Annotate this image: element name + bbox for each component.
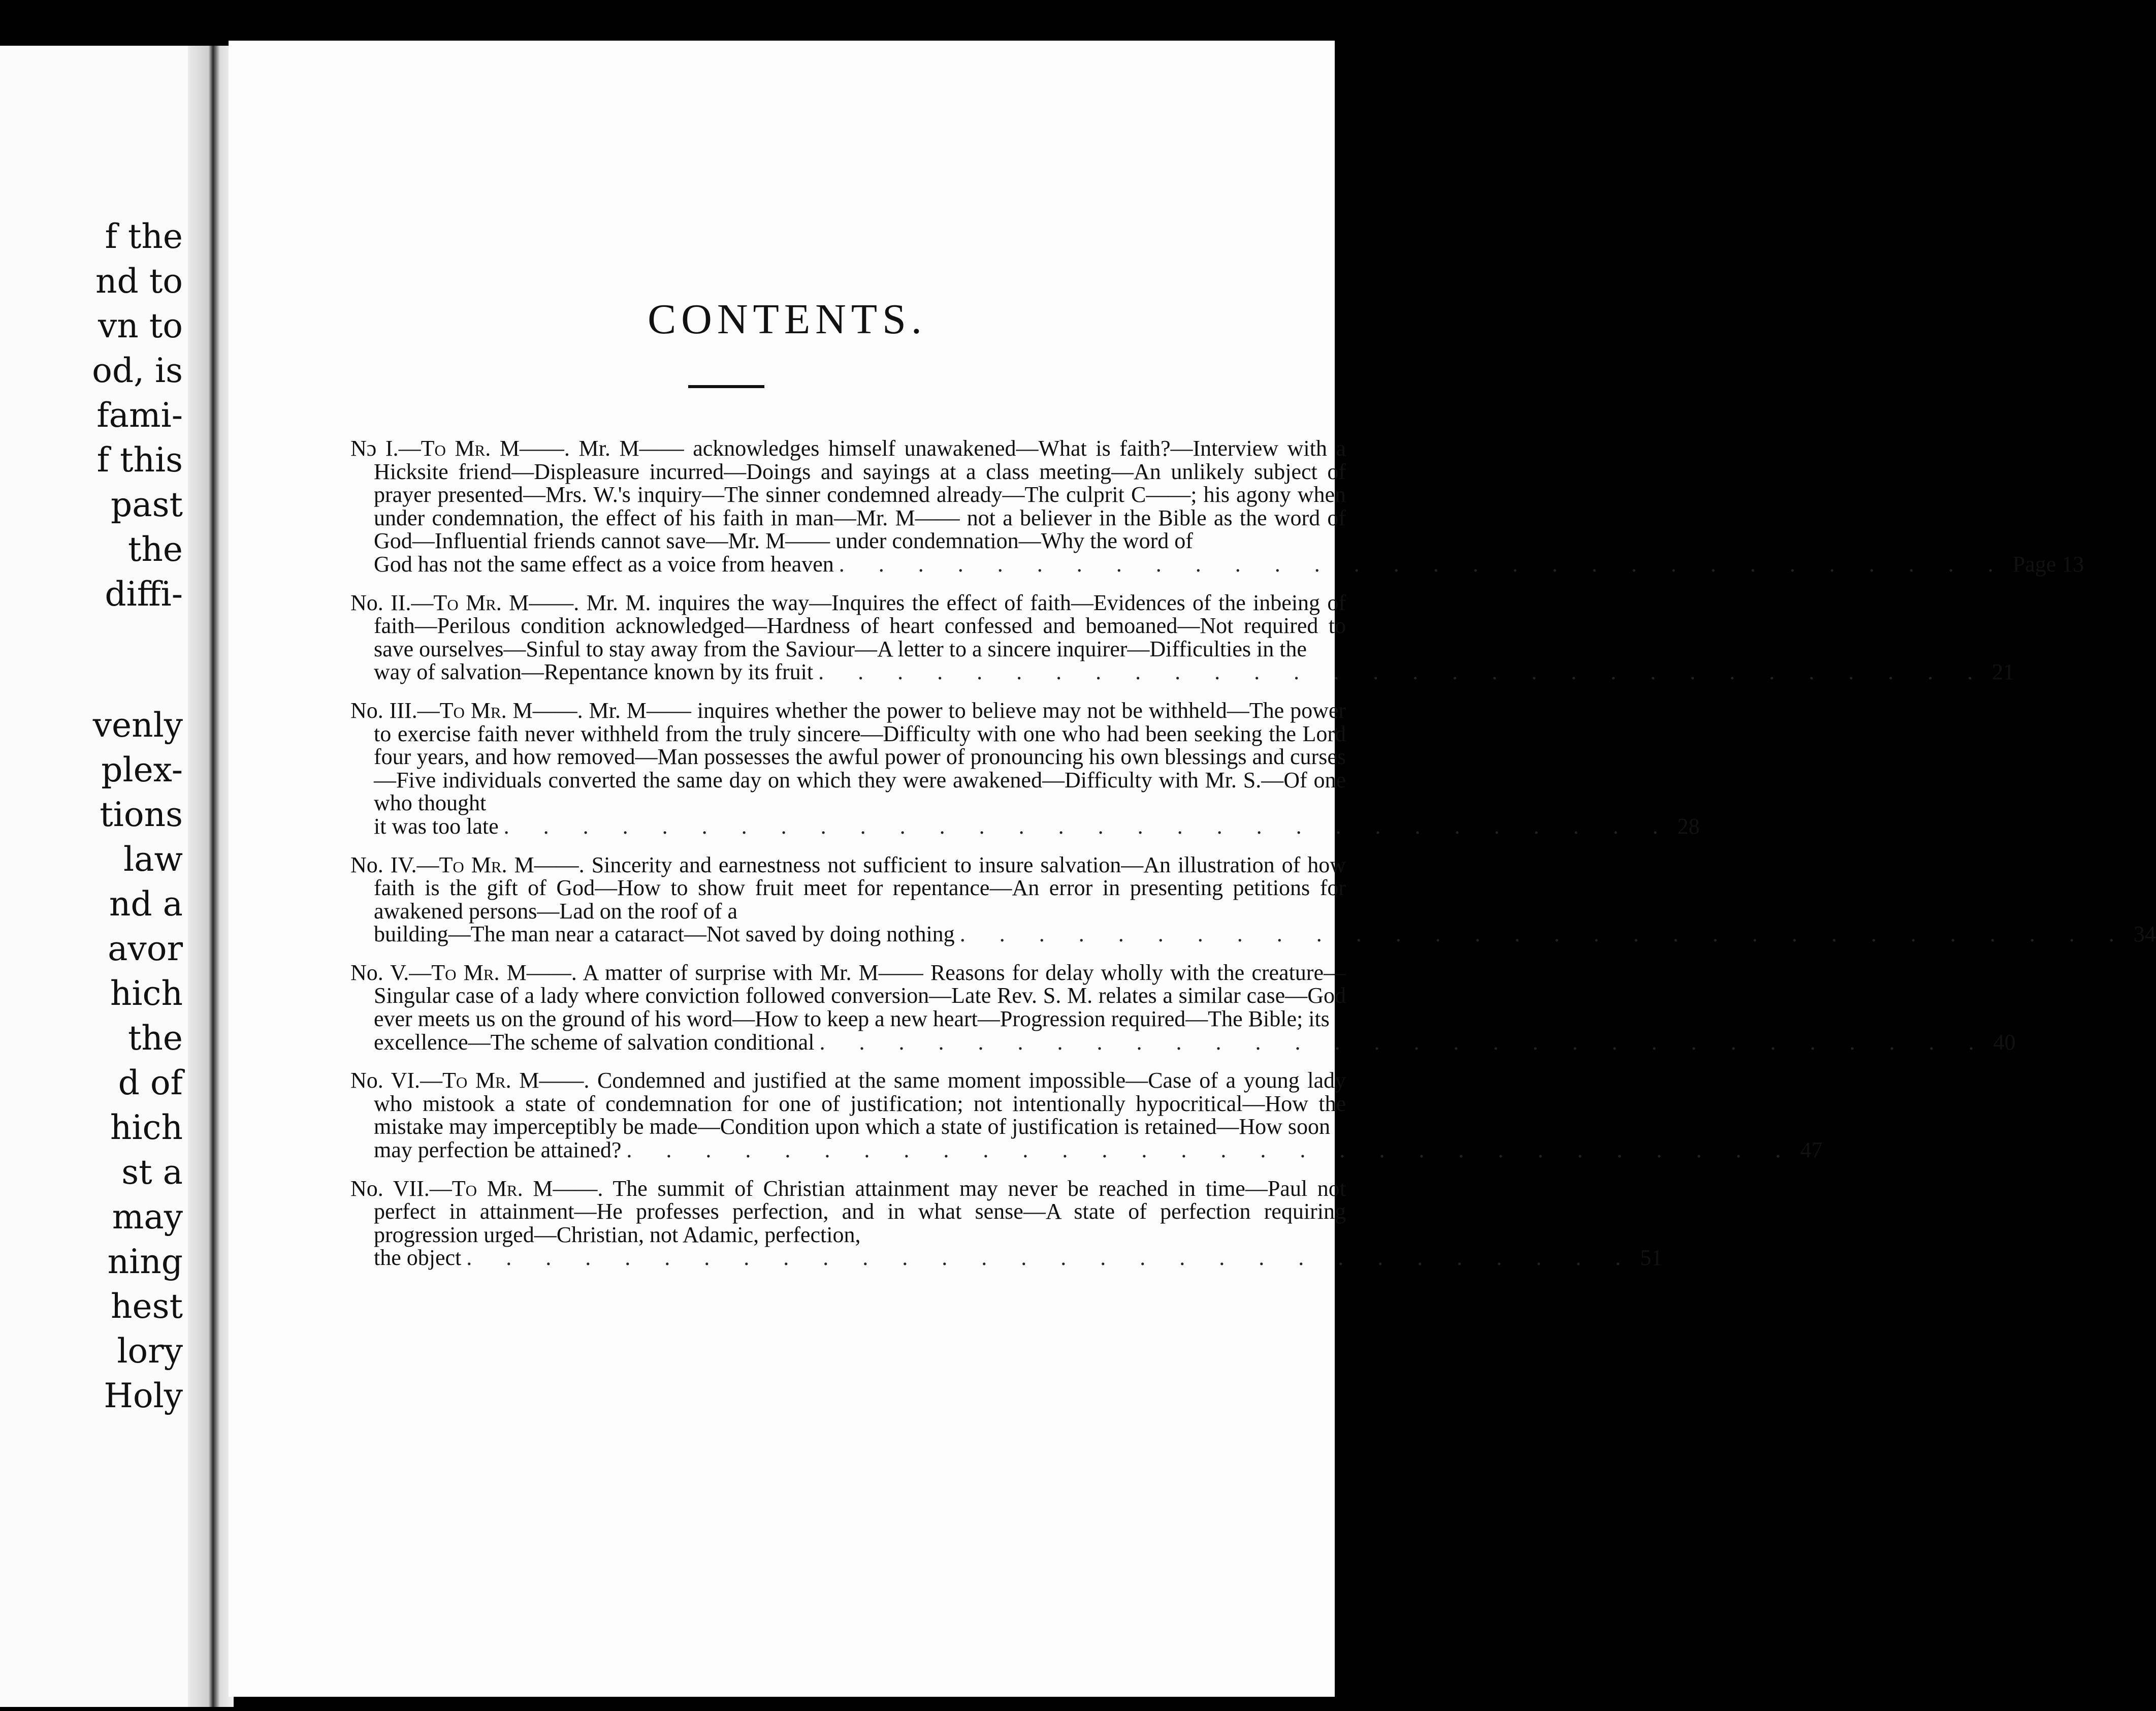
left-page-line: ning — [107, 1242, 183, 1281]
left-page-line: past — [111, 485, 183, 524]
entry-page-number: 21 — [1992, 659, 2015, 685]
toc-entry-body: No. VII.—To Mr. M——. The summit of Christian attainment may never be reached in time—Paul not perfect in attainment—He professes perfection, and in what sense—A state of perfection requiring progression urged—Christian, not Adamic, perfection, — [350, 1176, 1346, 1247]
entry-last-line — [350, 1245, 1663, 1271]
entry-addressee: To Mr. M——. — [431, 960, 577, 985]
contents-page — [229, 41, 2156, 1697]
toc-entry — [350, 436, 2084, 577]
left-page-line: od, is — [92, 351, 183, 390]
left-page-line: nd a — [109, 884, 183, 924]
toc-entry-body: No. II.—To Mr. M——. Mr. M. inquires the way—Inquires the effect of faith—Evidences of the inbeing of faith—Perilous condition acknowledged—Hardness of heart confessed and bemoaned—Not required to save ourselves—Sinful to stay away from the Saviour—A letter to a sincere inquirer—Difficulties in the — [350, 590, 1346, 661]
dot-leader: . . . . . . . . . . . . . . . . . . . . . . . . . . . . . . — [818, 659, 1987, 685]
entry-number: No. V. — [350, 960, 409, 985]
toc-entry — [350, 590, 2015, 685]
toc-entry — [350, 960, 2016, 1055]
left-page-line: the — [127, 1019, 183, 1058]
left-page-line: venly — [92, 706, 183, 745]
toc-entry-body: No. III.—To Mr. M——. Mr. M—— inquires whether the power to believe may not be withheld—The power to exercise faith never withheld from the truly sincere—Difficulty with one who had been seeking the Lord four years, and how removed—Man possesses the awful power of pronouncing his own blessings and curses—Five individuals converted the same day on which they were awakened—Difficulty with Mr. S.—Of one who thought — [350, 698, 1346, 816]
entry-number: No. III. — [350, 698, 417, 723]
toc-entry-body: No. IV.—To Mr. M——. Sincerity and earnestness not sufficient to insure salvation—An illustration of how faith is the gift of God—How to show fruit meet for repentance—An error in presenting petitions for awakened persons—Lad on the roof of a — [350, 852, 1346, 924]
entry-summary-end: God has not the same effect as a voice from heaven — [374, 551, 834, 577]
entry-page-number: 28 — [1677, 813, 1700, 839]
entry-addressee: To Mr. M——. — [439, 698, 583, 723]
toc-entry — [350, 1176, 1663, 1271]
book-gutter — [188, 46, 234, 1707]
entry-addressee: To Mr. M——. — [421, 436, 570, 461]
left-page-line: law — [123, 840, 183, 879]
toc-entry-body: No. VI.—To Mr. M——. Condemned and justified at the same moment impossible—Case of a young lady who mistook a state of condemnation for one of justification; not intentionally hypocritical—How the mistake may imperceptibly be made—Condition upon which a state of justification is retained—How soon — [350, 1068, 1346, 1139]
entry-page-number: 47 — [1800, 1137, 1823, 1163]
left-page-line: lory — [117, 1332, 183, 1371]
entry-number: No. VII. — [350, 1176, 430, 1201]
entry-summary: The summit of Christian attainment may never be reached in time—Paul not perfect in attainment—He professes perfection, and in what sense—A state of perfection requiring progression urged—Christian, not Adamic, perfection, — [374, 1176, 1346, 1247]
left-page-line: d of — [118, 1063, 183, 1102]
left-page-line: fami- — [96, 396, 183, 435]
entry-summary-end: it was too late — [374, 813, 499, 839]
entry-summary: Sincerity and earnestness not sufficient to insure salvation—An illustration of how faith is the gift of God—How to show fruit meet for repentance—An error in presenting petitions for awakened persons—Lad on the roof of a — [374, 852, 1346, 924]
title-rule — [688, 385, 764, 388]
toc-entry — [350, 852, 2156, 947]
dot-leader: . . . . . . . . . . . . . . . . . . . . . . . . . . . . . . — [839, 551, 2008, 577]
left-page-line: may — [112, 1197, 183, 1237]
page-title: CONTENTS. — [648, 296, 927, 343]
entry-page-number: 34 — [2133, 922, 2156, 947]
dot-leader: . . . . . . . . . . . . . . . . . . . . . . . . . . . . . . — [503, 813, 1672, 839]
left-facing-page — [0, 46, 218, 1707]
entry-last-line — [350, 659, 2015, 685]
entry-last-line — [350, 551, 2084, 577]
entry-addressee: To Mr. M——. — [442, 1068, 590, 1093]
toc-entry-body: Nɔ I.—To Mr. M——. Mr. M—— acknowledges himself unawakened—What is faith?—Interview with a Hicksite friend—Displeasure incurred—Doings and sayings at a class meeting—An unlikely subject of prayer presented—Mrs. W.'s inquiry—The sinner condemned already—The culprit C——; his agony when under condemnation, the effect of his faith in man—Mr. M—— not a believer in the Bible as the word of God—Influential friends cannot save—Mr. M—— under condemnation—Why the word of — [350, 436, 1346, 554]
left-page-line: Holy — [104, 1376, 183, 1415]
entry-number: No. IV. — [350, 852, 417, 877]
entry-summary-end: excellence—The scheme of salvation conditional — [374, 1029, 815, 1055]
left-page-line: f the — [105, 217, 183, 256]
entry-last-line — [350, 813, 1700, 839]
entry-page-number: Page 13 — [2012, 551, 2084, 577]
entry-summary-end: way of salvation—Repentance known by its fruit — [374, 659, 814, 685]
left-page-line: vn to — [98, 306, 183, 345]
left-page-line: nd to — [95, 262, 183, 301]
left-page-line: tions — [100, 795, 183, 834]
entry-summary: Mr. M—— acknowledges himself unawakened—What is faith?—Interview with a Hicksite friend—Displeasure incurred—Doings and sayings at a class meeting—An unlikely subject of prayer presented—Mrs. W.'s inquiry—The sinner condemned already—The culprit C——; his agony when under condemnation, the effect of his faith in man—Mr. M—— not a believer in the Bible as the word of God—Influential friends cannot save—Mr. M—— under condemnation—Why the word of — [374, 436, 1346, 554]
entry-number: No. VI. — [350, 1068, 420, 1093]
entry-page-number: 40 — [1993, 1029, 2016, 1055]
table-of-contents — [350, 436, 2156, 1285]
entry-last-line — [350, 1137, 1823, 1163]
toc-entry — [350, 698, 1700, 839]
left-page-text — [0, 214, 218, 1418]
entry-number: Nɔ I. — [350, 436, 399, 461]
left-page-line: f this — [96, 440, 183, 480]
entry-summary-end: the object — [374, 1245, 462, 1271]
entry-page-number: 51 — [1640, 1245, 1663, 1271]
toc-entry — [350, 1068, 1823, 1163]
entry-summary: Condemned and justified at the same moment impossible—Case of a young lady who mistook a state of condemnation for one of justification; not intentionally hypocritical—How the mistake may imperceptibly be made—Condition upon which a state of justification is retained—How soon — [374, 1068, 1346, 1139]
book-spread — [0, 20, 2156, 1697]
entry-last-line — [350, 1029, 2016, 1055]
entry-addressee: To Mr. M——. — [433, 590, 580, 615]
left-page-line: diffi- — [105, 575, 183, 614]
entry-addressee: To Mr. M——. — [439, 852, 585, 877]
dot-leader: . . . . . . . . . . . . . . . . . . . . . . . . . . . . . . — [819, 1029, 1988, 1055]
entry-summary-end: building—The man near a cataract—Not saved by doing nothing — [374, 922, 955, 947]
entry-number: No. II. — [350, 590, 411, 615]
entry-summary: Mr. M—— inquires whether the power to believe may not be withheld—The power to exercise faith never withheld from the truly sincere—Difficulty with one who had been seeking the Lord four years, and how removed—Man possesses the awful power of pronouncing his own blessings and curses—Five individuals converted the same day on which they were awakened—Difficulty with Mr. S.—Of one who thought — [374, 698, 1346, 816]
left-page-line: avor — [108, 929, 183, 968]
left-page-line: st a — [121, 1153, 183, 1192]
left-page-line: plex- — [101, 750, 183, 789]
entry-summary-end: may perfection be attained? — [374, 1137, 622, 1163]
entry-last-line — [350, 922, 2156, 947]
dot-leader: . . . . . . . . . . . . . . . . . . . . . . . . . . . . . . — [626, 1137, 1795, 1163]
entry-summary: A matter of surprise with Mr. M—— Reasons for delay wholly with the creature—Singular case of a lady where conviction followed conversion—Late Rev. S. M. relates a similar case—God ever meets us on the ground of his word—How to keep a new heart—Progression required—The Bible; its — [374, 960, 1346, 1032]
entry-addressee: To Mr. M——. — [452, 1176, 603, 1201]
left-page-line: hest — [111, 1287, 183, 1326]
left-page-line: hich — [110, 1108, 183, 1147]
toc-entry-body: No. V.—To Mr. M——. A matter of surprise with Mr. M—— Reasons for delay wholly with the creature—Singular case of a lady where conviction followed conversion—Late Rev. S. M. relates a similar case—God ever meets us on the ground of his word—How to keep a new heart—Progression required—The Bible; its — [350, 960, 1346, 1032]
dot-leader: . . . . . . . . . . . . . . . . . . . . . . . . . . . . . . — [959, 922, 2129, 947]
entry-summary: Mr. M. inquires the way—Inquires the effect of faith—Evidences of the inbeing of faith—Perilous condition acknowledged—Hardness of heart confessed and bemoaned—Not required to save ourselves—Sinful to stay away from the Saviour—A letter to a sincere inquirer—Difficulties in the — [374, 590, 1346, 661]
left-page-line: the — [127, 530, 183, 569]
dot-leader: . . . . . . . . . . . . . . . . . . . . . . . . . . . . . . — [466, 1245, 1635, 1271]
left-page-line: hich — [110, 974, 183, 1013]
